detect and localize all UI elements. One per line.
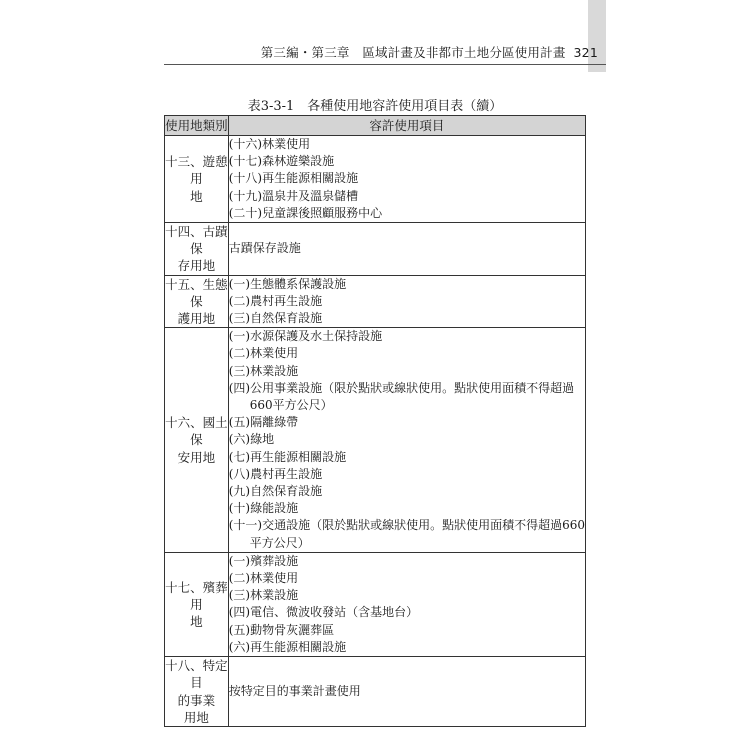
use-item: (一)水源保護及水土保持設施	[228, 329, 383, 344]
category-line: 的事業	[177, 692, 216, 708]
category-line: 十七、殯葬用	[165, 579, 228, 612]
column-header-uses: 容許使用項目	[228, 116, 585, 136]
category-cell	[165, 328, 229, 553]
table-row	[165, 657, 586, 727]
use-item: 古蹟保存設施	[228, 241, 301, 256]
uses-cell	[228, 223, 585, 276]
category-line: 用地	[183, 709, 209, 725]
category-line: 護用地	[177, 311, 216, 327]
category-line: 地	[190, 614, 203, 630]
use-item: (五)隔離綠帶	[228, 415, 299, 430]
use-item: (二)農村再生設施	[228, 293, 323, 308]
use-item: (九)自然保育設施	[228, 484, 323, 499]
use-item: (一)生態體系保護設施	[228, 276, 347, 291]
use-item: (十七)森林遊樂設施	[228, 154, 335, 169]
category-line: 地	[190, 188, 203, 204]
use-item: (十九)溫泉井及溫泉儲槽	[228, 188, 359, 203]
use-item: (三)林業設施	[228, 588, 299, 603]
column-header-category: 使用地類別	[165, 116, 229, 136]
page-number: 321	[573, 45, 598, 60]
uses-cell	[228, 136, 585, 223]
use-item-continuation: 平方公尺）	[249, 535, 310, 550]
category-line: 十六、國土保	[165, 415, 228, 448]
use-item: (三)自然保育設施	[228, 311, 323, 326]
use-item: (四)公用事業設施（限於點狀或線狀使用。點狀使用面積不得超過	[228, 380, 575, 395]
table-row	[165, 223, 586, 276]
use-item: (八)農村再生設施	[228, 466, 323, 481]
use-item: (十)綠能設施	[228, 501, 299, 516]
uses-cell	[228, 275, 585, 328]
category-line: 安用地	[177, 449, 216, 465]
table-row	[165, 328, 586, 553]
use-item: (二)林業使用	[228, 571, 299, 586]
use-item: (六)綠地	[228, 432, 275, 447]
category-line: 存用地	[177, 258, 216, 274]
category-line: 十五、生態保	[165, 276, 228, 309]
use-item-continuation: 660平方公尺）	[249, 398, 333, 413]
category-cell	[165, 657, 229, 727]
category-line: 十八、特定目	[165, 658, 228, 691]
use-item: (七)再生能源相關設施	[228, 449, 347, 464]
uses-cell	[228, 328, 585, 553]
use-item: (十六)林業使用	[228, 137, 311, 151]
table-caption: 表3-3-1 各種使用地容許使用項目表（續）	[247, 99, 503, 114]
category-cell	[165, 275, 229, 328]
use-item: (三)林業設施	[228, 363, 299, 378]
category-cell	[165, 552, 229, 656]
use-item: 按特定目的事業計畫使用	[228, 683, 361, 698]
table-header-row	[165, 116, 586, 136]
use-item: (十一)交通設施（限於點狀或線狀使用。點狀使用面積不得超過660	[228, 518, 585, 533]
category-cell	[165, 223, 229, 276]
category-cell	[165, 136, 229, 223]
header-rule	[164, 64, 606, 65]
use-item: (一)殯葬設施	[228, 553, 299, 568]
running-title: 第三編・第三章 區域計畫及非都市土地分區使用計畫	[260, 45, 566, 60]
use-item: (二)林業使用	[228, 346, 299, 361]
table-row	[165, 136, 586, 223]
chapter-side-tab	[588, 0, 606, 72]
category-line: 十四、古蹟保	[165, 224, 228, 257]
running-header	[250, 43, 598, 61]
use-item: (四)電信、微波收發站（含基地台）	[228, 605, 419, 620]
use-item: (二十)兒童課後照顧服務中心	[228, 205, 383, 220]
uses-cell	[228, 552, 585, 656]
use-item: (五)動物骨灰灑葬區	[228, 622, 335, 637]
use-item: (六)再生能源相關設施	[228, 639, 347, 654]
category-line: 十三、遊憩用	[165, 154, 228, 187]
land-use-table	[164, 115, 586, 727]
use-item: (十八)再生能源相關設施	[228, 171, 359, 186]
table-row	[165, 552, 586, 656]
uses-cell	[228, 657, 585, 727]
table-row	[165, 275, 586, 328]
